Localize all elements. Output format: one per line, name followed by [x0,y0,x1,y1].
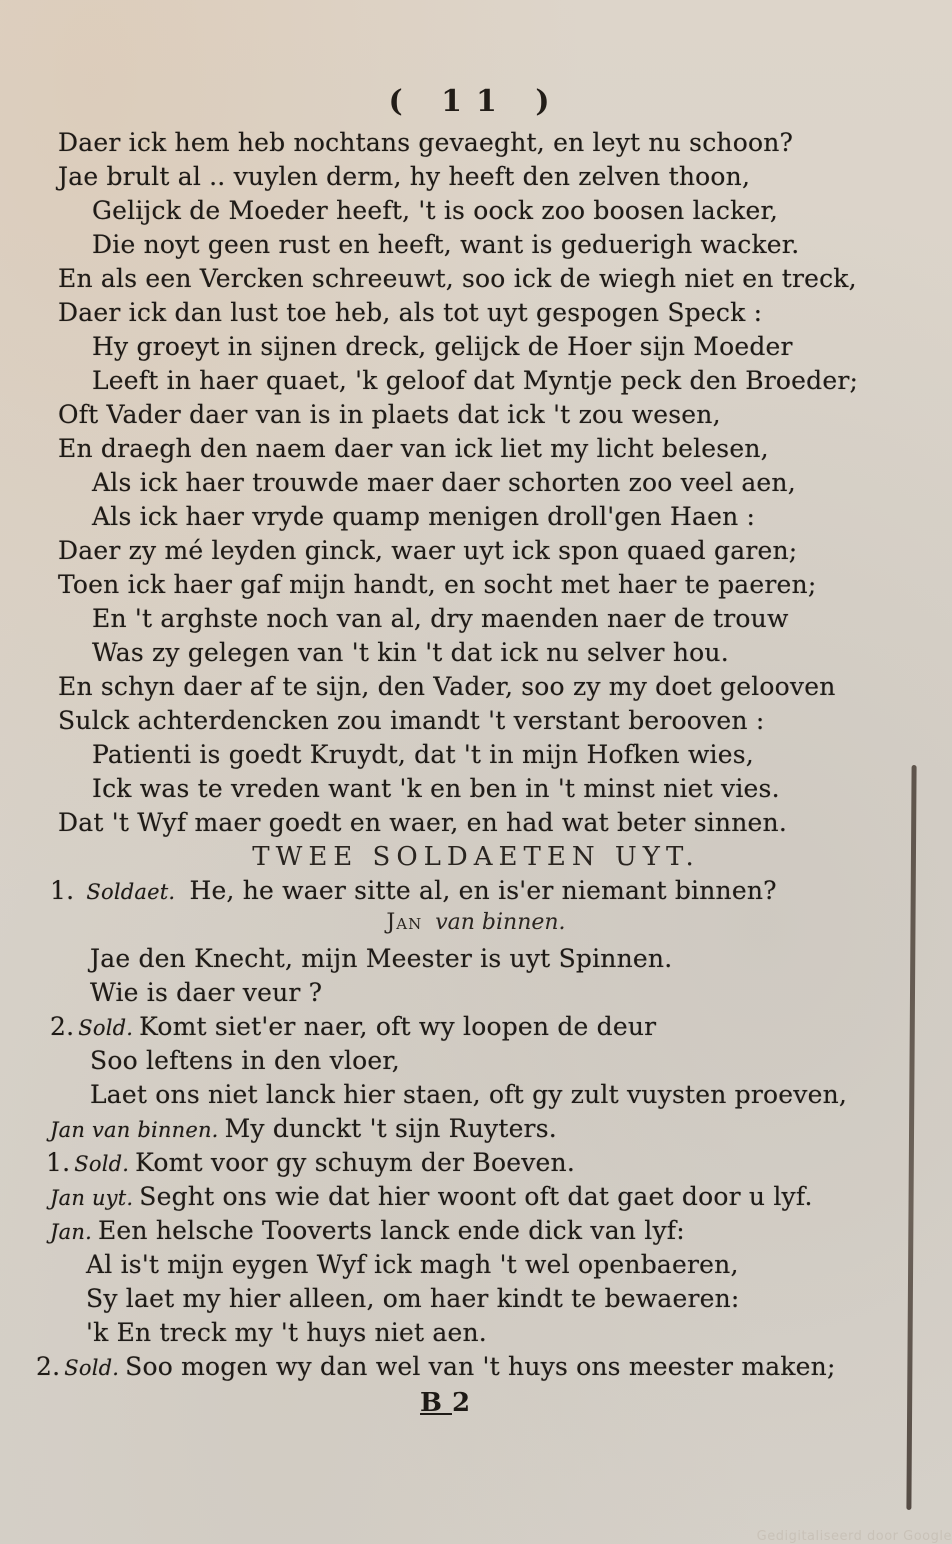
speaker-name: Sold. [78,1016,134,1040]
page-number-header: ( 11 ) [388,84,564,119]
verse-line [92,774,780,804]
verse-line [92,332,793,362]
speaker-name: Soldaet. [86,880,176,904]
line-text: Daer ick hem heb nochtans gevaeght, en leyt nu schoon? [58,128,794,157]
line-text: Als ick haer vryde quamp menigen droll'gen Haen : [92,502,756,531]
verse-line [92,638,729,668]
line-text: Komt siet'er naer, oft wy loopen de deur [139,1012,657,1041]
speaker-number: 2. [50,1012,75,1041]
dialogue-line [50,876,777,907]
signature-mark [420,1388,480,1418]
line-text: Laet ons niet lanck hier staen, oft gy zult vuysten proeven, [90,1080,848,1109]
dialogue-line [80,1080,847,1111]
dialogue-line [80,944,672,975]
line-text: He, he waer sitte al, en is'er niemant binnen? [189,876,777,905]
line-text: Een helsche Tooverts lanck ende dick van lyf: [97,1216,685,1245]
dialogue-line [80,978,322,1009]
dialogue-line [46,1114,557,1145]
speaker-number: 1. [46,1148,71,1177]
line-text: Wie is daer veur ? [90,978,323,1007]
verse-line [58,400,721,430]
line-text: Komt voor gy schuym der Boeven. [135,1148,575,1177]
speaker-number: 2. [36,1352,61,1381]
line-text: Toen ick haer gaf mijn handt, en socht met haer te paeren; [58,570,817,599]
line-text: En draegh den naem daer van ick liet my licht belesen, [58,434,769,463]
scene-heading: TWEE SOLDAETEN UYT. [252,842,700,872]
dialogue-line [80,1046,400,1077]
binding-shadow-line [906,765,916,1510]
line-text: Dat 't Wyf maer goedt en waer, en had wat beter sinnen. [58,808,787,837]
verse-line [58,434,769,464]
line-text: Leeft in haer quaet, 'k geloof dat Myntje peck den Broeder; [92,366,859,395]
verse-line [92,196,778,226]
signature-letter: B [420,1388,452,1418]
line-text: My dunckt 't sijn Ruyters. [224,1114,557,1143]
line-text: Al is't mijn eygen Wyf ick magh 't wel openbaeren, [86,1250,739,1279]
line-text: Was zy gelegen van 't kin 't dat ick nu selver hou. [92,638,729,667]
line-text: En schyn daer af te sijn, den Vader, soo zy my doet gelooven [58,672,836,701]
verse-line [92,230,799,260]
verse-line [92,604,789,634]
dialogue-line [76,1250,739,1281]
speaker-name: Jan van binnen. [50,1118,219,1142]
line-text: Gelijck de Moeder heeft, 't is oock zoo boosen lacker, [92,196,779,225]
line-text: Sulck achterdencken zou imandt 't verstant berooven : [58,706,765,735]
verse-line [58,298,762,328]
verse-line [58,264,857,294]
speaker-location: van binnen. [435,910,566,935]
verse-line [58,706,764,736]
speaker-name: Jan. [50,1220,92,1244]
line-text: Seght ons wie dat hier woont oft dat gaet door u lyf. [139,1182,813,1211]
verse-line [58,162,750,192]
verse-line [92,366,858,396]
speaker-name: Sold. [74,1152,130,1176]
dialogue-line [50,1012,656,1043]
speaker-heading [0,910,952,935]
speaker-name: Sold. [64,1356,120,1380]
dialogue-line [76,1284,740,1315]
line-text: Daer zy mé leyden ginck, waer uyt ick spon quaed garen; [58,536,798,565]
line-text: 'k En treck my 't huys niet aen. [86,1318,487,1347]
verse-line [58,570,816,600]
line-text: Soo leftens in den vloer, [90,1046,400,1075]
line-text: Oft Vader daer van is in plaets dat ick 't zou wesen, [58,400,721,429]
verse-line [58,128,793,158]
line-text: Hy groeyt in sijnen dreck, gelijck de Hoer sijn Moeder [92,332,793,361]
signature-number: 2 [451,1388,481,1418]
line-text: En 't arghste noch van al, dry maenden naer de trouw [92,604,789,633]
line-text: Jae brult al .. vuylen derm, hy heeft den zelven thoon, [58,162,751,191]
speaker-name: Jan uyt. [50,1186,134,1210]
speaker-name: Jan [386,910,423,935]
line-text: En als een Vercken schreeuwt, soo ick de wiegh niet en treck, [58,264,857,293]
dialogue-line [36,1352,836,1383]
line-text: Sy laet my hier alleen, om haer kindt te bewaeren: [86,1284,740,1313]
verse-line [92,468,796,498]
digitization-watermark: Gedigitaliseerd door Google [756,1529,952,1544]
line-text: Ick was te vreden want 'k en ben in 't minst niet vies. [92,774,780,803]
line-text: Die noyt geen rust en heeft, want is geduerigh wacker. [92,230,800,259]
line-text: Patienti is goedt Kruydt, dat 't in mijn Hofken wies, [92,740,754,769]
line-text: Jae den Knecht, mijn Meester is uyt Spinnen. [90,944,673,973]
verse-line [58,536,797,566]
line-text: Als ick haer trouwde maer daer schorten zoo veel aen, [92,468,796,497]
verse-line [58,672,836,702]
verse-line [92,740,754,770]
dialogue-line [46,1216,685,1247]
line-text: Daer ick dan lust toe heb, als tot uyt gespogen Speck : [58,298,763,327]
verse-line [92,502,755,532]
speaker-number: 1. [50,876,75,905]
line-text: Soo mogen wy dan wel van 't huys ons meester maken; [125,1352,836,1381]
dialogue-line [76,1318,487,1349]
dialogue-line [46,1148,575,1179]
verse-line [58,808,787,838]
dialogue-line [46,1182,813,1213]
